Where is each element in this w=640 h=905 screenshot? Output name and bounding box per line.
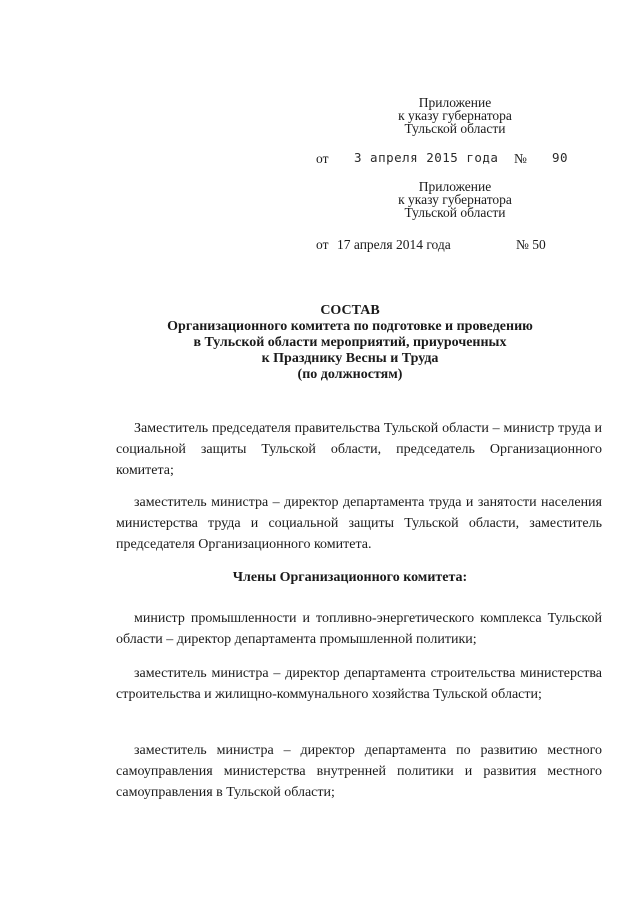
appendix-original-line3: Тульской области: [404, 205, 506, 220]
member-paragraph-local-government: заместитель министра – директор департамента по развитию местного самоуправления министерства внутренней политики и развития местного самоуправления в Тульской области;: [116, 743, 602, 800]
leadership-chair-paragraph: Заместитель председателя правительства Тульской области – министр труда и социальной защиты Тульской области, председатель Организационного комитета;: [116, 421, 602, 478]
appendix-original-line2: к указу губернатора: [398, 192, 512, 207]
title-line2: в Тульской области мероприятий, приуроченных: [193, 335, 507, 350]
document-title: [100, 303, 600, 383]
leadership-deputy-paragraph: заместитель министра – директор департамента труда и занятости населения министерства труда и социальной защиты Тульской области, заместитель председателя Организационного комитета.: [116, 495, 602, 552]
members-heading: Члены Организационного комитета:: [232, 570, 468, 585]
appendix-current-block: [385, 96, 525, 135]
appendix-current-line3: Тульской области: [404, 121, 506, 136]
original-ref-prefix: от: [316, 237, 329, 252]
title-heading: СОСТАВ: [320, 303, 380, 318]
member-paragraph-construction: заместитель министра – директор департамента строительства министерства строительства и жилищно-коммунального хозяйства Тульской области;: [116, 666, 602, 702]
current-ref-number: 90: [552, 150, 569, 165]
title-line1: Организационного комитета по подготовке и проведению: [167, 319, 533, 334]
appendix-original-line1: Приложение: [418, 179, 492, 194]
current-ref-date: 3 апреля 2015 года: [354, 150, 499, 165]
title-line3: к Празднику Весны и Труда: [261, 351, 439, 366]
original-ref-date: 17 апреля 2014 года: [337, 237, 451, 252]
appendix-original-block: [385, 180, 525, 219]
current-ref-prefix: от: [316, 151, 329, 166]
member-paragraph-industry: министр промышленности и топливно-энергетического комплекса Тульской области – директор департамента промышленной политики;: [116, 611, 602, 647]
title-line4: (по должностям): [297, 367, 403, 382]
appendix-current-line1: Приложение: [418, 95, 492, 110]
appendix-current-line2: к указу губернатора: [398, 108, 512, 123]
original-ref-number: № 50: [516, 237, 546, 252]
current-ref-number-sign: №: [514, 151, 527, 166]
